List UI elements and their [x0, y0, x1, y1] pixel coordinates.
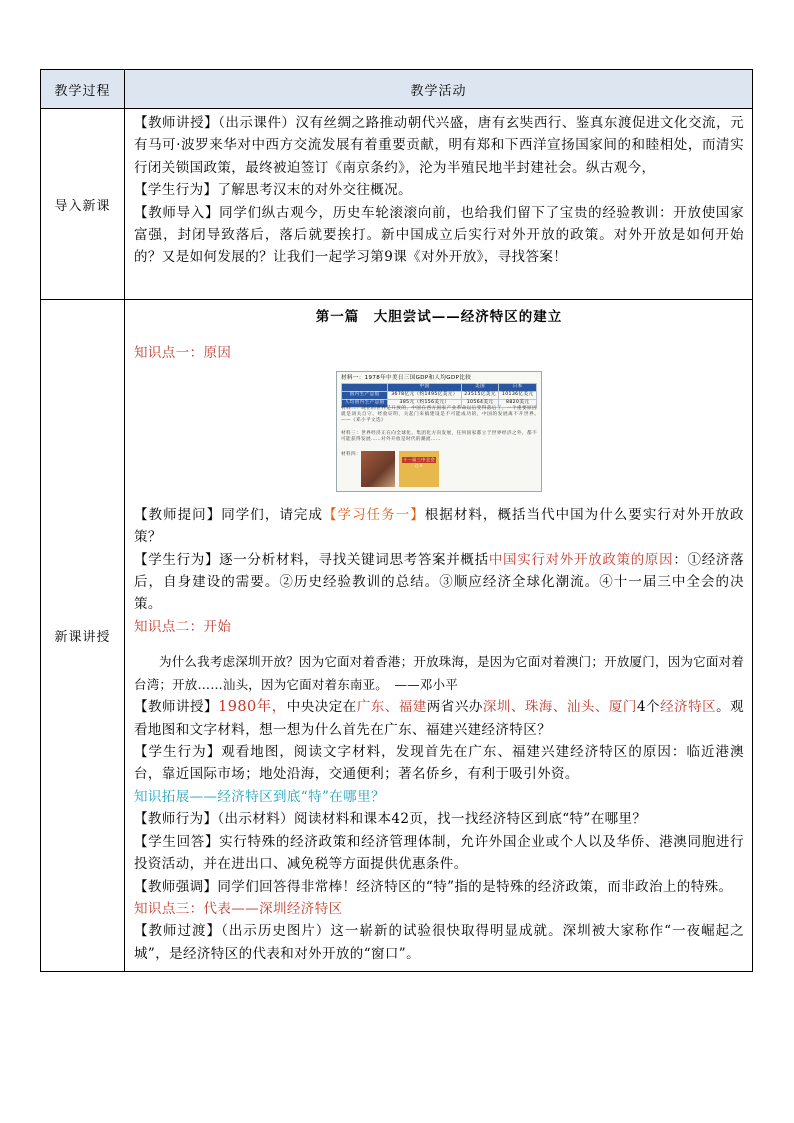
- knowledge-point-2: 知识点二：开始: [134, 618, 232, 635]
- four-cities: 深圳、珠海、汕头、厦门: [482, 699, 637, 716]
- gdp-cell: 3678亿元（约1495亿美元）: [388, 391, 462, 399]
- stage-new-lesson: 新课讲授: [41, 300, 125, 972]
- figure-material-2: 材料二：现在的世界是开放的，中国在西方国家产业革命以后变得落后了，一个重要原因就是闭关自守。经验证明，关起门来搞建设是不可能成功的，中国的发展离不开世界。 ——《邓小平文选》: [341, 405, 547, 424]
- section-title: 第一篇 大胆尝试——经济特区的建立: [315, 309, 563, 325]
- gdp-row-1: [342, 391, 537, 399]
- intro-text-3: 同学们纵古观今，历史车轮滚滚向前，也给我们留下了宝贵的经验教训：开放使国家富强，封闭导致落后，落后就要挨打。新中国成立后实行对外开放的政策。对外开放是如何开始的？又是如何发展的？让我们一起学习第9课《对外开放》，寻找答案！: [134, 204, 744, 266]
- deng-portrait-photo: [361, 451, 395, 487]
- special-zone: 经济特区: [660, 699, 717, 716]
- gdp-cell: 10564美元: [461, 399, 499, 407]
- gdp-head-0: [342, 383, 388, 391]
- materials-figure: [336, 371, 547, 492]
- gdp-cell: 国内生产总值: [342, 391, 388, 399]
- intro-para-3: [134, 202, 744, 269]
- lecture-pre: 中央决定在: [286, 699, 357, 716]
- emphasis-text: 同学们回答得非常棒！经济特区的“特”指的是特殊的经济政策，而非政治上的特殊。: [217, 878, 733, 895]
- learning-task-1: 【学习任务一】: [323, 506, 425, 523]
- tag-student-action: 【学生行为】: [134, 551, 220, 568]
- gdp-head-3: 日本: [499, 383, 537, 391]
- tag-teacher-lecture: 【教师讲授】: [134, 699, 219, 716]
- teacher-question: [134, 504, 744, 549]
- answer-pre: 逐一分析材料，寻找关键词思考答案并概括: [219, 551, 489, 568]
- intro-para-2: [134, 179, 744, 201]
- question-pre: 同学们，请完成: [221, 506, 323, 523]
- gdp-table: [341, 383, 537, 408]
- table-header-row: [41, 70, 753, 109]
- intro-row: [41, 109, 753, 300]
- intro-content: [125, 109, 753, 300]
- action-text: （出示材料）阅读材料和课本42页，找一找经济特区到底“特”在哪里？: [217, 811, 647, 828]
- figure-material-4-label: 材料四：: [341, 451, 361, 457]
- knowledge-point-1: 知识点一：原因: [134, 345, 232, 362]
- gdp-cell: 10136亿美元: [499, 391, 537, 399]
- figure-caption: 材料一：1978年中美日三国GDP和人均GDP比较: [341, 374, 472, 381]
- lesson-plan-table: [40, 69, 753, 972]
- answer-highlight: 中国实行对外开放政策的原因: [488, 551, 674, 568]
- transition-text: （出示历史图片）这一崭新的试验很快取得明显成就。深圳被大家称作“一夜崛起之城”，是经济特区的代表和对外开放的“窗口”。: [134, 923, 745, 962]
- tag-student-answer: 【学生回答】: [134, 833, 220, 850]
- gdp-head-1: 中国: [388, 383, 462, 391]
- answer-text: 实行特殊的经济政策和经济管理体制，允许外国企业或个人以及华侨、港澳同胞进行投资活动，并在进出口、减免税等方面提供优惠条件。: [134, 833, 744, 873]
- intro-para-1: [134, 112, 744, 179]
- gdp-cell: 人均国内生产总值: [342, 399, 388, 407]
- tag-teacher-intro: 【教师导入】: [134, 204, 220, 221]
- lecture-mid: 两省兴办: [426, 699, 483, 716]
- year-1980: 1980年，: [218, 699, 287, 716]
- question-post: 根据材料，概括当代中国为什么要实行对外开放政策？: [134, 506, 744, 546]
- tag-teacher-transition: 【教师过渡】: [134, 923, 222, 940]
- tag-teacher-action: 【教师行为】: [134, 811, 218, 828]
- stage-intro: 导入新课: [41, 109, 125, 300]
- tag-teacher-lecture: 【教师讲授】: [134, 115, 219, 131]
- teacher-lecture-2: [134, 696, 744, 741]
- knowledge-extension: 知识拓展——经济特区到底“特”在哪里？: [134, 788, 385, 805]
- count-four: 4个: [636, 699, 661, 716]
- lesson-row: [41, 300, 753, 972]
- tag-student-action: 【学生行为】: [134, 182, 218, 199]
- gdp-head-2: 美国: [461, 383, 499, 391]
- knowledge-point-3: 知识点三：代表——深圳经济特区: [134, 900, 343, 917]
- teacher-emphasis: [134, 876, 744, 898]
- gdp-cell: 385元（约156美元）: [388, 399, 462, 407]
- gdp-header-row: [342, 383, 537, 391]
- figure-material-3: 材料三：世界经济正在向全球化、集团化方向发展，任何国家都立于世界经济之外，都不可能获得发展……对外开放是时代的潮流……: [341, 430, 537, 443]
- provinces: 广东、福建: [356, 699, 427, 716]
- intro-text-2: 了解思考汉末的对外交往概况。: [217, 182, 413, 199]
- answer-post: ：①经济落后，自身建设的需要。②历史经验教训的总结。③顺应经济全球化潮流。④十一届三中全会的决策。: [134, 551, 744, 613]
- plenum-banner: 十一届三中全会召开: [402, 456, 436, 468]
- gdp-cell: 8820美元: [499, 399, 537, 407]
- tag-teacher-emphasis: 【教师强调】: [134, 878, 218, 895]
- student-answer-3: [134, 831, 744, 876]
- answer-text: 观看地图，阅读文字材料，发现首先在广东、福建兴建经济特区的原因：临近港澳台，靠近国际市场；地处沿海，交通便利；著名侨乡，有利于吸引外资。: [134, 744, 744, 783]
- student-answer-2: [134, 741, 744, 786]
- header-activity: 教学活动: [125, 70, 753, 109]
- teacher-action: [134, 808, 744, 830]
- deng-quote: 为什么我考虑深圳开放？因为它面对着香港；开放珠海，是因为它面对着澳门；开放厦门，因为它面对着台湾；开放……汕头，因为它面对着东南亚。 ——邓小平: [134, 654, 744, 693]
- tag-student-action: 【学生行为】: [134, 744, 222, 761]
- teacher-transition: [134, 920, 744, 965]
- header-process: 教学过程: [41, 70, 125, 109]
- lecture-post: 。观看地图和文字材料，想一想为什么首先在广东、福建兴建经济特区？: [134, 699, 745, 738]
- intro-text-1: （出示课件）汉有丝绸之路推动朝代兴盛，唐有玄奘西行、鉴真东渡促进文化交流，元有马可·波罗来华对中西方交流发展有着重要贡献，明有郑和下西洋宣扬国家间的和睦相处，而清实行闭关锁国政策，最终被迫签订《南京条约》，沦为半殖民地半封建社会。纵古观今，: [134, 115, 744, 176]
- plenum-photo: [399, 451, 439, 487]
- gdp-cell: 23515亿美元: [461, 391, 499, 399]
- student-answer-1: [134, 549, 744, 616]
- tag-teacher-question: 【教师提问】: [134, 506, 222, 523]
- lesson-content: [125, 300, 753, 972]
